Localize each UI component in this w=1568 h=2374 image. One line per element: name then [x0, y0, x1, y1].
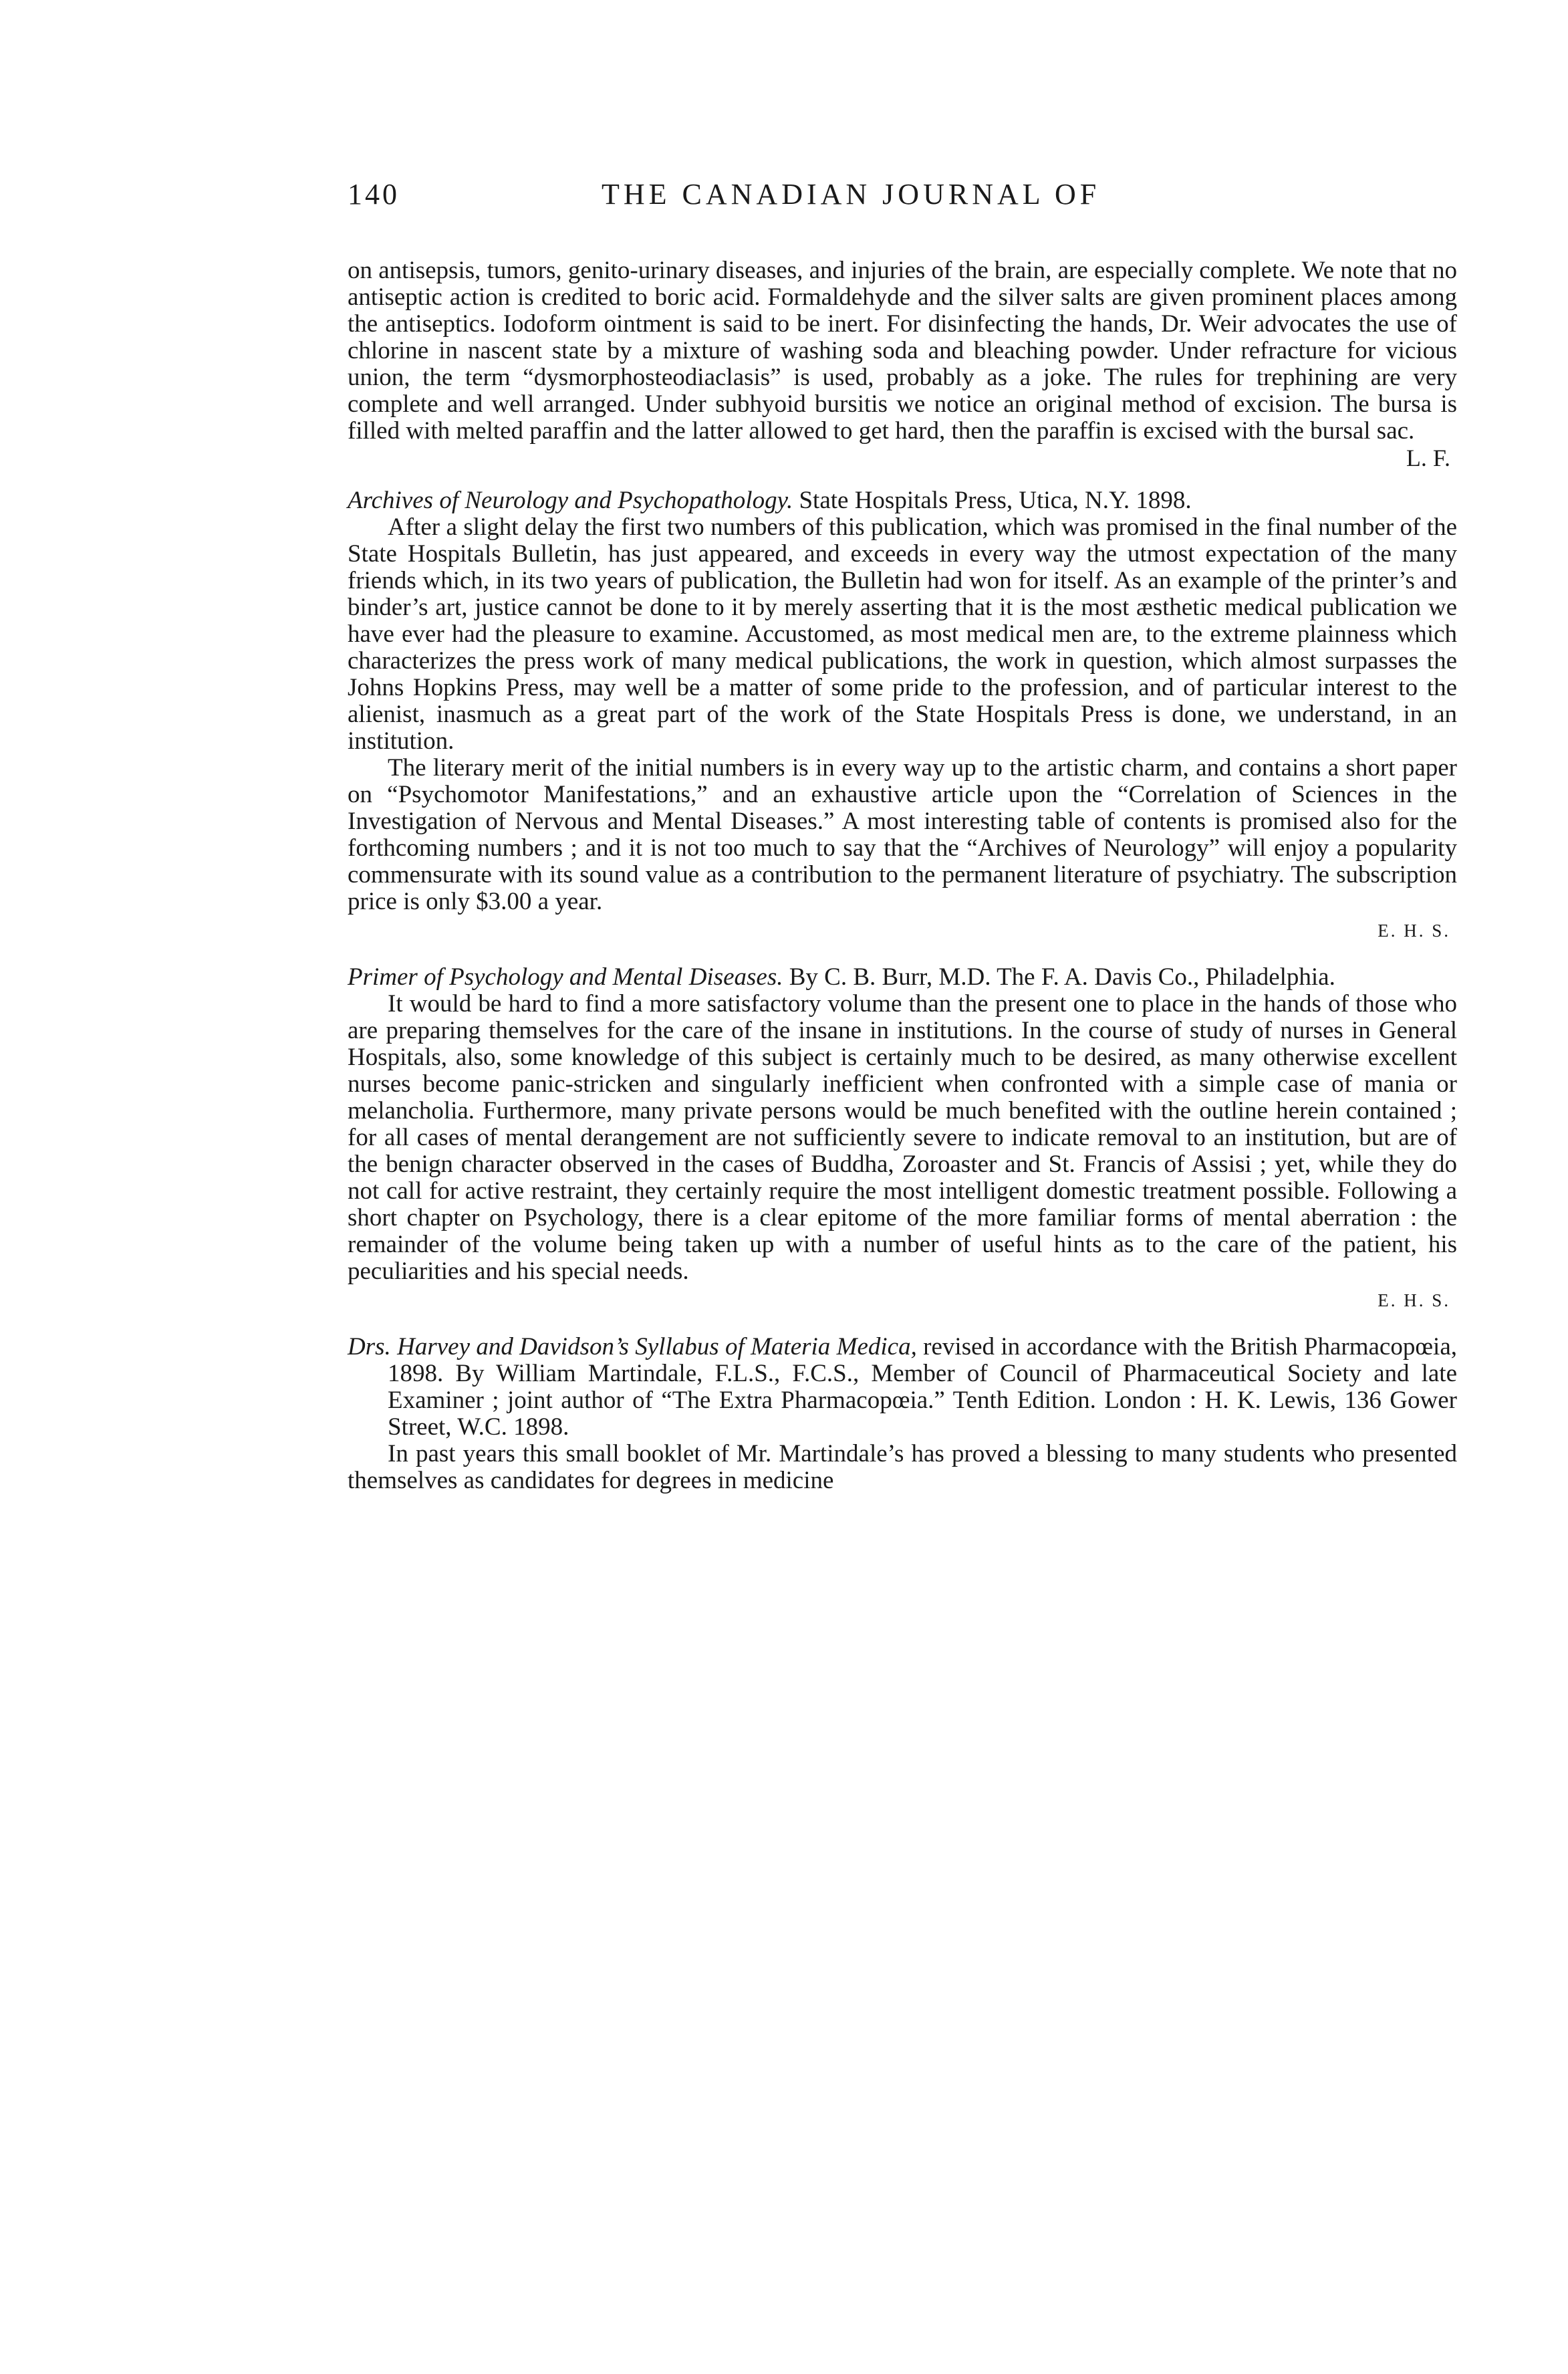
review-weir-continuation: on antisepsis, tumors, genito-urinary diseases, and injuries of the brain, are especially complete. We note that no antiseptic action is credited to boric acid. Formaldehyde and the silver salts are given prominent places among the antiseptics. Iodoform ointment is said to be inert. For disinfecting the hands, Dr. Weir advocates the use of chlorine in nascent state by a mixture of washing soda and bleaching powder. Under refracture for vicious union, the term “dysmorphosteodiaclasis” is used, probably as a joke. The rules for trephining are very complete and well arranged. Under subhyoid bursitis we notice an original method of excision. The bursa is filled with melted paraffin and the latter allowed to get hard, then the paraffin is excised with the bursal sac.	[348, 257, 1457, 445]
signature-text: E. H. S.	[1378, 1290, 1450, 1310]
review-primer-paragraph: It would be hard to find a more satisfactory volume than the present one to place in the hands of those who are preparing themselves for the care of the insane in institutions. In the course of study of nurses in General Hospitals, also, some knowledge of this subject is certainly much to be desired, as many otherwise excellent nurses become panic-stricken and singularly inefficient when confronted with a simple case of mania or melancholia. Furthermore, many private persons would be much benefited with the outline herein contained ; for all cases of mental derangement are not sufficiently severe to indicate removal to an institution, but are of the benign character observed in the cases of Buddha, Zoroaster and St. Francis of Assisi ; yet, while they do not call for active restraint, they certainly require the most intelligent domestic treatment possible. Following a short chapter on Psychology, there is a clear epitome of the more familiar forms of mental aberration : the remainder of the volume being taken up with a number of useful hints as to the care of the patient, his peculiarities and his special needs.	[348, 990, 1457, 1285]
review-syllabus-paragraph: In past years this small booklet of Mr. Martindale’s has proved a blessing to many students who presented themselves as candidates for degrees in medicine	[348, 1440, 1457, 1494]
review-title-syllabus: Drs. Harvey and Davidson’s Syllabus of Materia Medica,	[348, 1333, 917, 1360]
review-publisher-archives: State Hospitals Press, Utica, N.Y. 1898.	[799, 487, 1192, 514]
review-title-archives: Archives of Neurology and Psychopathology.	[348, 487, 793, 514]
review-heading-archives	[348, 487, 1457, 514]
review-archives-paragraph-2: The literary merit of the initial numbers is in every way up to the artistic charm, and contains a short paper on “Psychomotor Manifestations,” and an exhaustive article upon the “Correlation of Sciences in the Investigation of Nervous and Mental Diseases.” A most interesting table of contents is promised also for the forthcoming numbers ; and it is not too much to say that the “Archives of Neurology” will enjoy a popularity commensurate with its sound value as a contribution to the permanent literature of psychiatry. The subscription price is only $3.00 a year.	[348, 754, 1457, 915]
journal-page	[348, 177, 1457, 1494]
review-signature-lf: L. F.	[1406, 445, 1450, 471]
review-byline-primer: By C. B. Burr, M.D. The F. A. Davis Co., Philadelphia.	[789, 963, 1335, 991]
review-signature-ehs-1	[348, 915, 1457, 944]
page-number: 140	[348, 178, 400, 211]
review-byline-syllabus: revised in accordance with the British Pharmacopœia, 1898. By William Martindale, F.L.S., F.C.S., Member of Council of Pharmaceutical Society and late Examiner ; joint author of “The Extra Pharmacopœia.” Tenth Edition. London : H. K. Lewis, 136 Gower Street, W.C. 1898.	[388, 1333, 1457, 1441]
signature-text: E. H. S.	[1378, 921, 1450, 941]
review-archives-paragraph-1: After a slight delay the first two numbers of this publication, which was promised in the final number of the State Hospitals Bulletin, has just appeared, and exceeds in every way the utmost expectation of the many friends which, in its two years of publication, the Bulletin had won for itself. As an example of the printer’s and binder’s art, justice cannot be done to it by merely asserting that it is the most æsthetic medical publication we have ever had the pleasure to examine. Accustomed, as most medical men are, to the extreme plainness which characterizes the press work of many medical publications, the work in question, which almost surpasses the Johns Hopkins Press, may well be a matter of some pride to the profession, and of particular interest to the alienist, inasmuch as a great part of the work of the State Hospitals Press is done, we understand, in an institution.	[348, 513, 1457, 755]
review-signature-ehs-2	[348, 1285, 1457, 1314]
review-heading-syllabus	[348, 1334, 1457, 1441]
page-header	[348, 177, 1457, 231]
review-heading-primer	[348, 964, 1457, 991]
article-body	[348, 257, 1457, 1494]
running-title: THE CANADIAN JOURNAL OF	[602, 178, 1101, 211]
review-title-primer: Primer of Psychology and Mental Diseases.	[348, 963, 783, 991]
